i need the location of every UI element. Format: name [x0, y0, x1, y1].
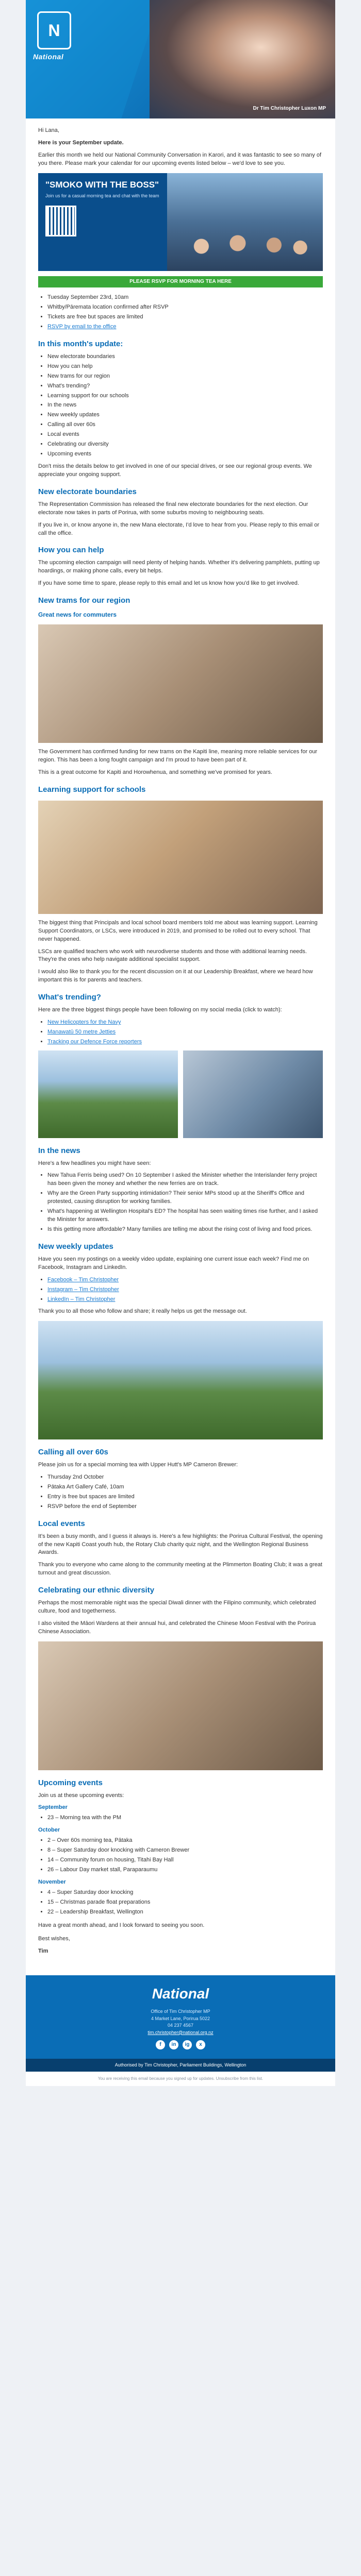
promo-title: "SMOKO WITH THE BOSS" — [45, 179, 159, 190]
trending-photo-2[interactable] — [183, 1050, 323, 1138]
list-item: • Upcoming events — [47, 450, 323, 459]
trending-link[interactable]: Tracking our Defence Force reporters — [47, 1038, 142, 1045]
closing: Have a great month ahead, and I look forward to seeing you soon. — [38, 1922, 205, 1928]
over60-p: Please join us for a special morning tea with Upper Hutt's MP Cameron Brewer: — [38, 1462, 238, 1468]
trams-sub: Great news for commuters — [38, 611, 117, 618]
list-item: • In the news — [47, 401, 323, 410]
trams-p1: The Government has confirmed funding for new trams on the Kapiti line, meaning more reliable services for our region. This has been a long fought campaign and I'm proud to have been part of it. — [38, 749, 318, 764]
unsubscribe-link[interactable]: You are receiving this email because you signed up for updates. Unsubscribe from this list. — [97, 2076, 264, 2081]
upcoming-month — [38, 1878, 323, 1917]
instagram-link[interactable]: Instagram – Tim Christopher — [47, 1286, 119, 1293]
address-line: 4 Market Lane, Porirua 5022 — [151, 2015, 210, 2021]
facebook-icon[interactable]: f — [156, 2040, 165, 2049]
list-item: • New electorate boundaries — [47, 353, 323, 361]
list-item: • What's trending? — [47, 382, 323, 391]
weekly-title: New weekly updates — [38, 1242, 113, 1251]
linkedin-link[interactable]: LinkedIn – Tim Christopher — [47, 1296, 116, 1302]
diversity-p1: Perhaps the most memorable night was the special Diwali dinner with the Filipino community, which celebrated culture, food and togetherness. — [38, 1600, 316, 1614]
over60-list — [38, 1473, 323, 1511]
list-item: • Learning support for our schools — [47, 392, 323, 400]
news-list — [38, 1172, 323, 1234]
address-line: Office of Tim Christopher MP — [151, 2009, 210, 2014]
promo-sub: Join us for a casual morning tea and chat with the team — [45, 193, 159, 199]
list-item — [47, 1038, 323, 1046]
list-item: • Calling all over 60s — [47, 421, 323, 429]
upcoming-month — [38, 1826, 323, 1874]
logo-wordmark: National — [33, 53, 64, 61]
trams-p2: This is a great outcome for Kapiti and Horowhenua, and something we've promised for years. — [38, 769, 272, 776]
list-item: • 23 – Morning tea with the PM — [47, 1814, 323, 1822]
list-item — [47, 1286, 323, 1294]
school-photo — [38, 801, 323, 914]
help-p2: If you have some time to spare, please reply to this email and let us know how you'd like to get involved. — [38, 580, 299, 587]
event-list — [38, 1889, 323, 1917]
learning-title: Learning support for schools — [38, 785, 146, 794]
upcoming-title: Upcoming events — [38, 1778, 103, 1787]
footer-address — [31, 2008, 330, 2036]
help-p1: The upcoming election campaign will need plenty of helping hands. Whether it's delivering pamphlets, putting up hoardings, or making phone calls, every bit helps. — [38, 560, 320, 574]
news-title: In the news — [38, 1146, 80, 1155]
greeting: Hi Lana, — [38, 127, 59, 133]
local-p2: Thank you to everyone who came along to the community meeting at the Plimmerton Boating Club; it was a great turnout and great discussion. — [38, 1562, 322, 1577]
list-item — [47, 1019, 323, 1027]
footer-logo[interactable]: National — [152, 1985, 209, 2002]
social-icons — [31, 2040, 330, 2049]
weekly-p1: Have you seen my postings on a weekly video update, explaining one current issue each week? Find me on Facebook, Instagram and LinkedIn. — [38, 1256, 309, 1270]
rsvp-button[interactable]: PLEASE RSVP FOR MORNING TEA HERE — [38, 276, 323, 288]
list-item — [47, 1296, 323, 1304]
trending-list — [38, 1019, 323, 1046]
intro-p1: Here is your September update. — [38, 139, 124, 146]
logo-letter: N — [48, 21, 60, 40]
hero-name: Dr Tim Christopher Luxon MP — [253, 105, 326, 111]
boundaries-title: New electorate boundaries — [38, 487, 137, 496]
qr-code-icon[interactable] — [45, 206, 76, 236]
list-item: • Thursday 2nd October — [47, 1473, 323, 1482]
diversity-title: Celebrating our ethnic diversity — [38, 1586, 155, 1595]
list-item: • Whitby/Pāremata location confirmed after RSVP — [47, 303, 323, 312]
list-item: • 22 – Leadership Breakfast, Wellington — [47, 1908, 323, 1917]
email-link[interactable]: tim.christopher@national.org.nz — [147, 2029, 214, 2035]
list-item: • 8 – Super Saturday door knocking with Cameron Brewer — [47, 1846, 323, 1855]
trending-photos — [38, 1050, 323, 1138]
list-item: • 26 – Labour Day market stall, Paraparaumu — [47, 1866, 323, 1874]
facebook-link[interactable]: Facebook – Tim Christopher — [47, 1276, 119, 1283]
local-p1: It's been a busy month, and I guess it always is. Here's a few highlights: the Porirua Cultural Festival, the opening of the new Kapiti Coast youth hub, the Rotary Club charity quiz night, and the Wellington Regional Business Awards. — [38, 1533, 323, 1556]
list-item: • New trams for our region — [47, 372, 323, 381]
over60-title: Calling all over 60s — [38, 1448, 108, 1457]
weekly-photo — [38, 1321, 323, 1439]
month-title: In this month's update: — [38, 340, 123, 348]
promo-left — [38, 173, 167, 271]
month-p: Don't miss the details below to get involved in one of our special drives, or see our regional group events. We appreciate your ongoing support. — [38, 463, 312, 478]
list-item: • Local events — [47, 431, 323, 439]
intro-p2: Earlier this month we held our National Community Conversation in Karori, and it was fantastic to see so many of you there. Please mark your calendar for our upcoming events listed below – we'd love to see you. — [38, 151, 322, 166]
news-p: Here's a few headlines you might have seen: — [38, 1160, 151, 1166]
learning-p1: The biggest thing that Principals and local school board members told me about was learning support. Learning Support Coordinators, or LSCs, were introduced in 2019, and promised to be rolled out to every school. That never happened. — [38, 919, 318, 942]
list-item: • 14 – Community forum on housing, Titahi Bay Hall — [47, 1856, 323, 1865]
list-item — [47, 1276, 323, 1284]
weekly-p2: Thank you to all those who follow and share; it really helps us get the message out. — [38, 1308, 247, 1315]
trending-link[interactable]: Manawatū 50 metre Jetties — [47, 1028, 116, 1035]
list-item: • How you can help — [47, 363, 323, 371]
boundaries-p1: The Representation Commission has released the final new electorate boundaries for the next election. Our electorate now takes in parts of Porirua, with some suburbs moving to neighbouring seats. — [38, 501, 308, 516]
list-item: • Entry is free but spaces are limited — [47, 1493, 323, 1501]
phone: 04 237 4567 — [167, 2023, 194, 2028]
list-item: • Celebrating our diversity — [47, 440, 323, 449]
month-list — [38, 353, 323, 459]
trams-photo — [38, 624, 323, 743]
mp-portrait — [150, 0, 335, 118]
trending-photo-1[interactable] — [38, 1050, 178, 1138]
footer — [26, 1975, 335, 2059]
email-content — [26, 118, 335, 1965]
email-body — [26, 0, 335, 2086]
promo-photo — [167, 173, 323, 271]
help-title: How you can help — [38, 546, 104, 555]
team-photo — [172, 209, 318, 271]
month-label: September — [38, 1804, 68, 1811]
upcoming-intro: Join us at these upcoming events: — [38, 1792, 124, 1799]
list-item: • Tuesday September 23rd, 10am — [47, 294, 323, 302]
list-item: • New Tahua Ferris being used? On 10 September I asked the Minister whether the Interislander ferry project has been given the money and whether the new ferries are on track. — [47, 1172, 323, 1188]
signature — [38, 1935, 323, 1956]
month-label: October — [38, 1827, 60, 1834]
diversity-p2: I also visited the Māori Wardens at their annual hui, and celebrated the Chinese Moon Festival with the Porirua Chinese Association. — [38, 1620, 316, 1635]
list-item: • Why are the Green Party supporting intimidation? Their senior MPs stood up at the Sheriff's Office and protested, causing disruption for working families. — [47, 1190, 323, 1206]
weekly-links — [38, 1276, 323, 1304]
list-item: • Is this getting more affordable? Many families are telling me about the rising cost of living and food prices. — [47, 1226, 323, 1234]
signname: Tim — [38, 1947, 48, 1954]
x-icon[interactable]: x — [196, 2040, 205, 2049]
learning-p3: I would also like to thank you for the recent discussion on it at our Leadership Breakfast, where we heard how important this is for parents and teachers. — [38, 969, 313, 984]
hero-banner — [26, 0, 335, 118]
list-item: • What's happening at Wellington Hospital's ED? The hospital has seen waiting times rise further, and I asked the Minister for answers. — [47, 1208, 323, 1224]
local-title: Local events — [38, 1519, 85, 1528]
list-item: • Tickets are free but spaces are limited — [47, 313, 323, 321]
list-item — [47, 1028, 323, 1037]
trending-title: What's trending? — [38, 993, 101, 1002]
signoff: Best wishes, — [38, 1935, 70, 1942]
list-item: • New weekly updates — [47, 411, 323, 419]
national-logo-icon[interactable] — [37, 11, 71, 49]
trending-p: Here are the three biggest things people have been following on my social media (click to watch): — [38, 1007, 282, 1013]
event-list — [38, 1837, 323, 1874]
boundaries-p2: If you live in, or know anyone in, the new Mana electorate, I'd love to hear from you. Please reply to this email or call the office. — [38, 521, 320, 536]
trams-title: New trams for our region — [38, 596, 130, 605]
list-item: • RSVP before the end of September — [47, 1503, 323, 1511]
list-item: • 2 – Over 60s morning tea, Pātaka — [47, 1837, 323, 1845]
instagram-icon[interactable]: ig — [183, 2040, 192, 2049]
smoko-promo[interactable] — [38, 173, 323, 271]
list-item: • Pātaka Art Gallery Café, 10am — [47, 1483, 323, 1492]
promo-details-list — [38, 294, 323, 331]
list-item — [47, 323, 323, 331]
list-item: • 15 – Christmas parade float preparations — [47, 1899, 323, 1907]
month-label: November — [38, 1879, 66, 1886]
rsvp-email-link[interactable]: RSVP by email to the office — [47, 324, 117, 330]
learning-p2: LSCs are qualified teachers who work with neurodiverse students and those with additional learning needs. They're the ones who help navigate additional specialist support. — [38, 948, 307, 963]
upcoming-month — [38, 1804, 323, 1822]
authorised-statement: Authorised by Tim Christopher, Parliament Buildings, Wellington — [26, 2059, 335, 2072]
list-item: • 4 – Super Saturday door knocking — [47, 1889, 323, 1897]
event-list — [38, 1814, 323, 1822]
linkedin-icon[interactable]: in — [169, 2040, 178, 2049]
diversity-photo — [38, 1641, 323, 1770]
trending-link[interactable]: New Helicopters for the Navy — [47, 1019, 121, 1025]
